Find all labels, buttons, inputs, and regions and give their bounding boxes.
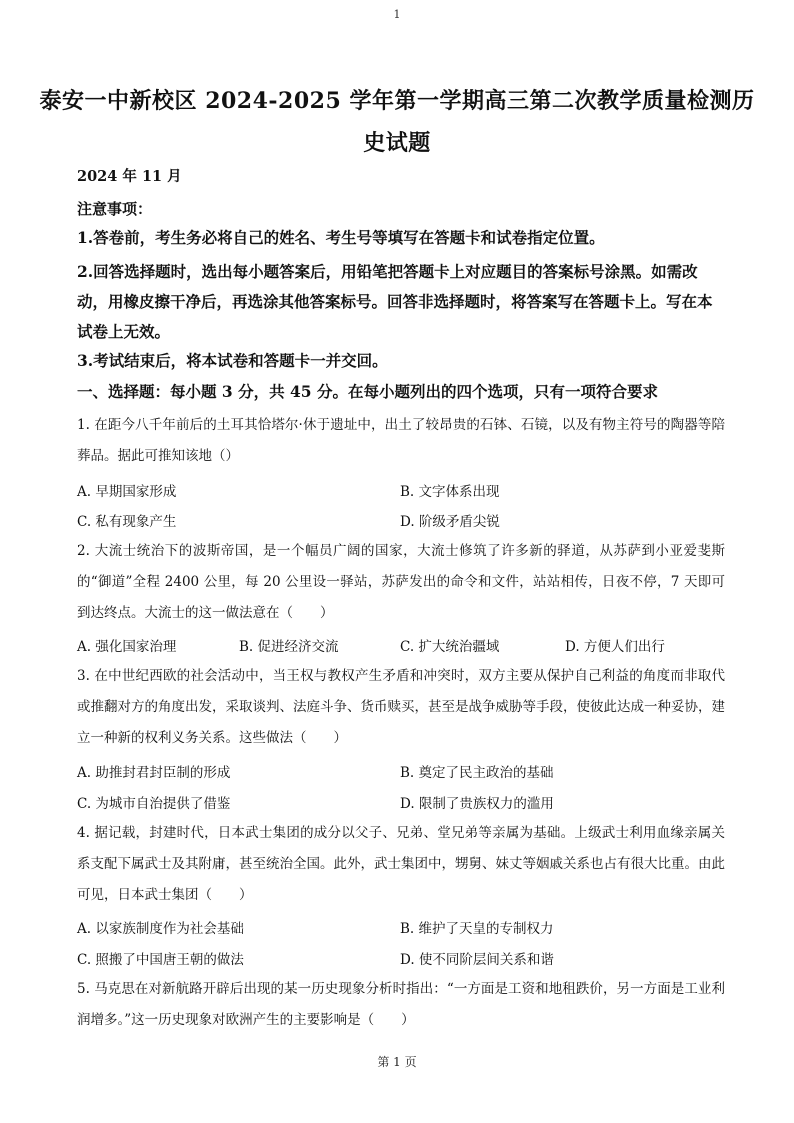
- question-1-option-a: A. 早期国家形成: [77, 484, 177, 500]
- question-4-option-c: C. 照搬了中国唐王朝的做法: [77, 952, 244, 968]
- exam-date: 2024 年 11 月: [77, 168, 182, 185]
- header-page-number: 1: [393, 8, 401, 21]
- note-item-1: 1.答卷前，考生务必将自己的姓名、考生号等填写在答题卡和试卷指定位置。: [77, 228, 605, 247]
- question-3-stem: 3. 在中世纪西欧的社会活动中，当王权与教权产生矛盾和冲突时，双方主要从保护自己利益的角度而非取代或推翻对方的角度出发，采取谈判、法庭斗争、货币赎买，甚至是战争威胁等手段，使彼此达成一种妥协，建立一种新的权利义务关系。这些做法（ ）: [77, 668, 725, 746]
- note-item-3: 3.考试结束后，将本试卷和答题卡一并交回。: [77, 351, 388, 370]
- section-heading: 一、选择题：每小题 3 分，共 45 分。在每小题列出的四个选项，只有一项符合要求: [77, 382, 658, 401]
- question-4-option-d: D. 使不同阶层间关系和谐: [400, 952, 554, 968]
- question-4-option-b: B. 维护了天皇的专制权力: [400, 921, 554, 937]
- question-3-option-c: C. 为城市自治提供了借鉴: [77, 796, 231, 812]
- question-3-option-a: A. 助推封君封臣制的形成: [77, 765, 231, 781]
- exam-title-line-2: 史试题: [363, 130, 431, 156]
- question-5-stem: 5. 马克思在对新航路开辟后出现的某一历史现象分析时指出：“一方面是工资和地租跌价，另一方面是工业利润增多。”这一历史现象对欧洲产生的主要影响是（ ）: [77, 981, 725, 1028]
- question-2-option-c: C. 扩大统治疆域: [400, 639, 500, 655]
- question-1-stem: 1. 在距今八千年前后的土耳其恰塔尔·休于遗址中，出土了较昂贵的石钵、石镜，以及有物主符号的陶器等陪葬品。据此可推知该地（）: [77, 417, 725, 464]
- question-2-stem: 2. 大流士统治下的波斯帝国，是一个幅员广阔的国家，大流士修筑了许多新的驿道，从苏萨到小亚爱斐斯的“御道”全程 2400 公里，每 20 公里设一驿站，苏萨发出的命令和文件，站站相传，日夜不停，7 天即可到达终点。大流士的这一做法意在（ ）: [77, 543, 725, 621]
- question-3-option-b: B. 奠定了民主政治的基础: [400, 765, 554, 781]
- exam-title-line-1: 泰安一中新校区 2024-2025 学年第一学期高三第二次教学质量检测历: [39, 88, 755, 114]
- question-3-option-d: D. 限制了贵族权力的滥用: [400, 796, 554, 812]
- notes-heading: 注意事项：: [77, 200, 153, 218]
- question-1-option-d: D. 阶级矛盾尖锐: [400, 514, 500, 530]
- question-4-option-a: A. 以家族制度作为社会基础: [77, 921, 244, 937]
- question-2-option-b: B. 促进经济交流: [239, 639, 339, 655]
- question-4-stem: 4. 据记载，封建时代，日本武士集团的成分以父子、兄弟、堂兄弟等亲属为基础。上级武士利用血缘亲属关系支配下属武士及其附庸，甚至统治全国。此外，武士集团中，甥舅、妹丈等姻戚关系也占有很大比重。由此可见，日本武士集团（ ）: [77, 825, 725, 903]
- question-2-option-d: D. 方便人们出行: [565, 639, 665, 655]
- question-2-option-a: A. 强化国家治理: [77, 639, 177, 655]
- question-1-option-c: C. 私有现象产生: [77, 514, 177, 530]
- note-item-2: 2.回答选择题时，选出每小题答案后，用铅笔把答题卡上对应题目的答案标号涂黑。如需改动，用橡皮擦干净后，再选涂其他答案标号。回答非选择题时，将答案写在答题卡上。写在本试卷上无效。: [77, 262, 713, 341]
- footer-page-label: 第 1 页: [377, 1055, 417, 1069]
- question-1-option-b: B. 文字体系出现: [400, 484, 500, 500]
